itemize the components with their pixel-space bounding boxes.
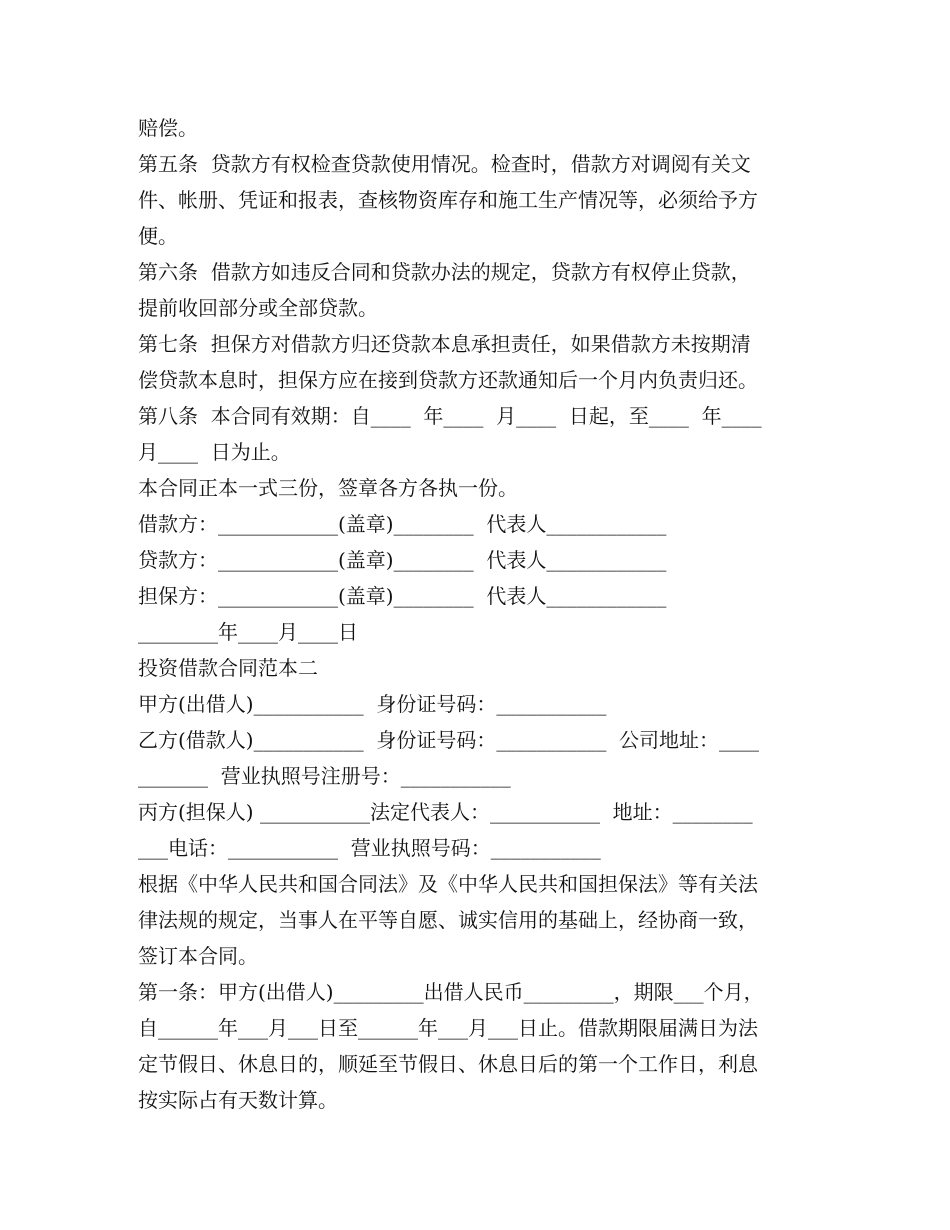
text-line: 第六条 借款方如违反合同和贷款办法的规定，贷款方有权停止贷款， [138, 260, 751, 284]
text-line: 提前收回部分或全部贷款。 [138, 296, 378, 320]
text-line: 按实际占有天数计算。 [138, 1088, 338, 1112]
party-b-line: 乙方(借款人)___________ 身份证号码：___________ 公司地址：____ [138, 728, 760, 752]
text-line: 月____ 日为止。 [138, 440, 291, 464]
text-line: 件、帐册、凭证和报表，查核物资库存和施工生产情况等，必须给予方 [138, 188, 758, 212]
text-line: 律法规的规定，当事人在平等自愿、诚实信用的基础上，经协商一致， [138, 908, 758, 932]
party-b-line-continued: _______ 营业执照号注册号：___________ [138, 764, 511, 788]
party-c-line-continued: ___电话：___________ 营业执照号码：___________ [138, 836, 601, 860]
text-line: 第五条 贷款方有权检查贷款使用情况。检查时，借款方对调阅有关文 [138, 152, 751, 176]
text-line: 自______年___月___日至______年___月___日止。借款期限届满日为法 [138, 1016, 758, 1040]
signature-line-guarantor: 担保方：____________(盖章)________ 代表人____________ [138, 584, 667, 608]
party-c-line: 丙方(担保人) ___________法定代表人：___________ 地址：________ [138, 800, 753, 824]
text-line: 根据《中华人民共和国合同法》及《中华人民共和国担保法》等有关法 [138, 872, 758, 896]
date-line: ________年____月____日 [138, 620, 358, 644]
text-line: 本合同正本一式三份，签章各方各执一份。 [138, 476, 518, 500]
signature-line-borrower: 借款方：____________(盖章)________ 代表人____________ [138, 512, 667, 536]
text-line: 第七条 担保方对借款方归还贷款本息承担责任，如果借款方未按期清 [138, 332, 751, 356]
text-line: 签订本合同。 [138, 944, 258, 968]
text-line: 赔偿。 [138, 116, 198, 140]
text-line: 偿贷款本息时，担保方应在接到贷款方还款通知后一个月内负责归还。 [138, 368, 758, 392]
document-page [138, 110, 818, 1118]
text-line: 第八条 本合同有效期：自____ 年____ 月____ 日起，至____ 年____ [138, 404, 762, 428]
text-line: 便。 [138, 224, 178, 248]
party-a-line: 甲方(出借人)___________ 身份证号码：___________ [138, 692, 607, 716]
text-line: 第一条：甲方(出借人)_________出借人民币_________，期限___个月， [138, 980, 764, 1004]
signature-line-lender: 贷款方：____________(盖章)________ 代表人____________ [138, 548, 667, 572]
text-line: 定节假日、休息日的，顺延至节假日、休息日后的第一个工作日，利息 [138, 1052, 758, 1076]
section-title: 投资借款合同范本二 [138, 656, 318, 680]
